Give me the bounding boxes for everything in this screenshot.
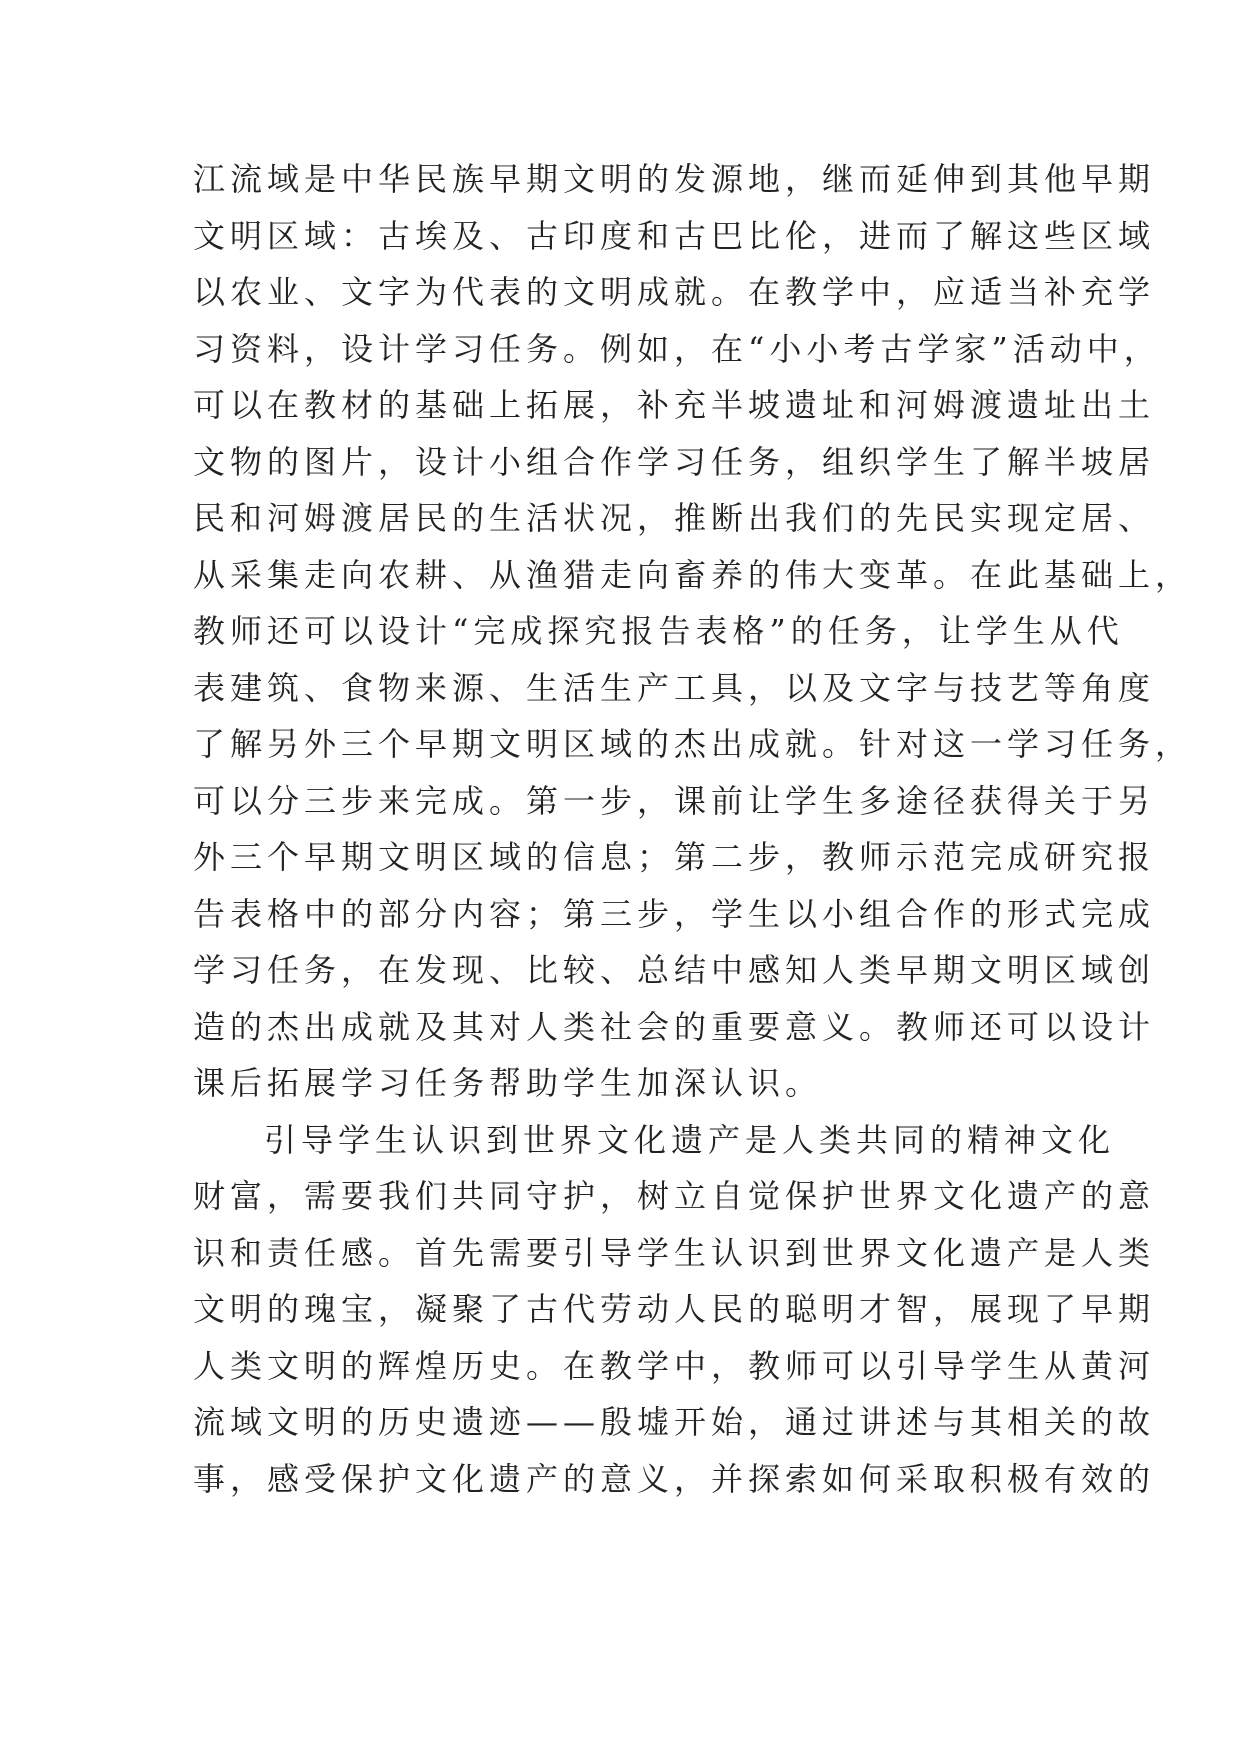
text-line: 事，感受保护文化遗产的意义，并探索如何采取积极有效的 [193,1459,1156,1498]
paragraph-1 [193,151,1193,1112]
text-line: 从采集走向农耕、从渔猎走向畜养的伟大变革。在此基础上， [193,555,1193,594]
text-line: 江流域是中华民族早期文明的发源地，继而延伸到其他早期 [193,160,1156,198]
text-line: 民和河姆渡居民的生活状况，推断出我们的先民实现定居、 [193,499,1156,537]
text-line: 可以在教材的基础上拓展，补充半坡遗址和河姆渡遗址出土 [193,386,1156,424]
text-line: 课后拓展学习任务帮助学生加深认识。 [193,1064,823,1102]
text-line: 文明区域：古埃及、古印度和古巴比伦，进而了解这些区域 [193,216,1156,255]
text-line: 人类文明的辉煌历史。在教学中，教师可以引导学生从黄河 [193,1346,1156,1385]
text-line: 了解另外三个早期文明区域的杰出成就。针对这一学习任务， [193,725,1193,763]
text-line: 造的杰出成就及其对人类社会的重要意义。教师还可以设计 [193,1007,1156,1046]
text-line: 外三个早期文明区域的信息；第二步，教师示范完成研究报 [193,838,1156,876]
paragraph-2 [193,1112,1156,1508]
text-line: 财富，需要我们共同守护，树立自觉保护世界文化遗产的意 [193,1177,1156,1215]
text-line: 可以分三步来完成。第一步，课前让学生多途径获得关于另 [193,781,1156,820]
text-line: 告表格中的部分内容；第三步，学生以小组合作的形式完成 [193,894,1156,933]
text-line: 学习任务，在发现、比较、总结中感知人类早期文明区域创 [193,951,1156,989]
text-line: 教师还可以设计“完成探究报告表格”的任务，让学生从代 [193,612,1124,650]
text-line: 文明的瑰宝，凝聚了古代劳动人民的聪明才智，展现了早期 [193,1290,1156,1328]
text-line: 流域文明的历史遗迹——殷墟开始，通过讲述与其相关的故 [193,1403,1156,1441]
text-line: 表建筑、食物来源、生活生产工具，以及文字与技艺等角度 [193,668,1156,707]
text-line: 习资料，设计学习任务。例如，在“小小考古学家”活动中， [193,329,1161,368]
text-line: 识和责任感。首先需要引导学生认识到世界文化遗产是人类 [193,1233,1156,1272]
body-text [193,151,1193,1507]
text-line-indented: 引导学生认识到世界文化遗产是人类共同的精神文化 [264,1120,1116,1159]
text-line: 以农业、文字为代表的文明成就。在教学中，应适当补充学 [193,273,1156,311]
text-line: 文物的图片，设计小组合作学习任务，组织学生了解半坡居 [193,442,1156,481]
